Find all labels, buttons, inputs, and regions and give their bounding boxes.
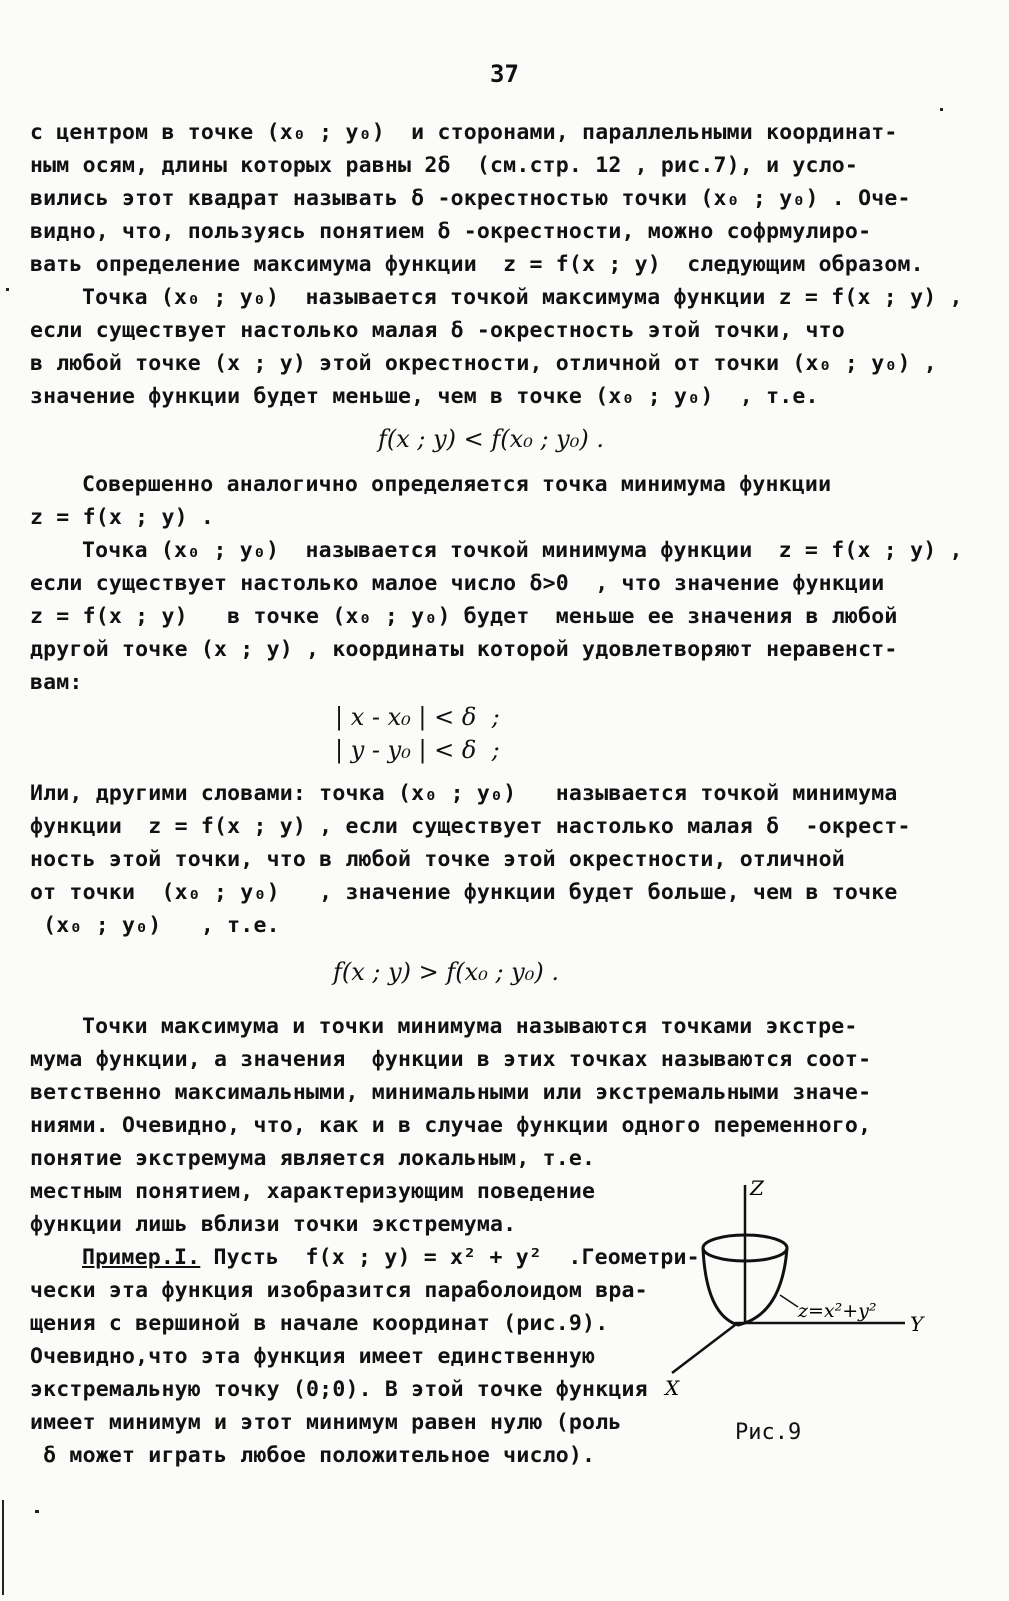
text-line: Точка (x₀ ; y₀) называется точкой минимума функции z = f(x ; y) , <box>82 538 963 563</box>
text-line: функции z = f(x ; y) , если существует настолько малая δ -окрест- <box>30 814 911 839</box>
label-leader <box>780 1295 798 1307</box>
example-label: Пример.I. <box>82 1245 201 1270</box>
scan-speck <box>940 108 943 111</box>
formula-minimum: f(x ; y) > f(x₀ ; y₀) . <box>333 958 559 986</box>
text-line: Или, другими словами: точка (x₀ ; y₀) называется точкой минимума <box>30 781 898 806</box>
text-line: щения с вершиной в начале координат (рис.9). <box>30 1311 609 1336</box>
text-line: δ может играть любое положительное число). <box>30 1443 596 1468</box>
text-line: местным понятием, характеризующим поведение <box>30 1179 596 1204</box>
text-line: z = f(x ; y) в точке (x₀ ; y₀) будет меньше ее значения в любой <box>30 604 898 629</box>
text-line: экстремальную точку (0;0). В этой точке функция <box>30 1377 648 1402</box>
inequality-y: | y - y₀ | < δ ; <box>335 736 500 764</box>
text-line: ность этой точки, что в любой точке этой окрестности, отличной <box>30 847 845 872</box>
text-line: вать определение максимума функции z = f(x ; y) следующим образом. <box>30 252 924 277</box>
text-line: имеет минимум и этот минимум равен нулю (роль <box>30 1410 622 1435</box>
x-axis <box>672 1325 735 1373</box>
text-line: от точки (x₀ ; y₀) , значение функции будет больше, чем в точке <box>30 880 898 905</box>
scan-speck <box>35 1510 39 1513</box>
text-line: понятие экстремума является локальным, т.е. <box>30 1146 596 1171</box>
text-line: если существует настолько малое число δ>0 , что значение функции <box>30 571 885 596</box>
example-text: Пусть f(x ; y) = x² + y² .Геометри- <box>200 1245 700 1270</box>
text-line: ным осям, длины которых равны 2δ (см.стр. 12 , рис.7), и усло- <box>30 153 859 178</box>
figure-caption: Рис.9 <box>735 1420 802 1445</box>
text-line: мума функции, а значения функции в этих точках называются соот- <box>30 1047 872 1072</box>
scan-speck <box>6 288 9 291</box>
text-line: видно, что, пользуясь понятием δ -окрестности, можно софрмулиро- <box>30 219 872 244</box>
text-line: (x₀ ; y₀) , т.е. <box>30 913 280 938</box>
page-number: 37 <box>490 60 519 88</box>
text-line: Совершенно аналогично определяется точка минимума функции <box>82 472 832 497</box>
text-line: значение функции будет меньше, чем в точке (x₀ ; y₀) , т.е. <box>30 384 819 409</box>
scan-margin-mark <box>2 1500 4 1595</box>
x-axis-label: X <box>665 1376 680 1400</box>
z-axis-label: Z <box>750 1176 764 1200</box>
text-line: z = f(x ; y) . <box>30 505 215 530</box>
text-line: ниями. Очевидно, что, как и в случае функции одного переменного, <box>30 1113 872 1138</box>
example-line <box>82 1245 700 1270</box>
y-axis-label: Y <box>910 1312 924 1336</box>
text-line: если существует настолько малая δ -окрестность этой точки, что <box>30 318 845 343</box>
text-line: вам: <box>30 670 83 695</box>
surface-equation-label: z=x²+y² <box>798 1300 877 1322</box>
text-line: Очевидно,что эта функция имеет единственную <box>30 1344 596 1369</box>
text-line: в любой точке (x ; y) этой окрестности, отличной от точки (x₀ ; y₀) , <box>30 351 937 376</box>
text-line: вились этот квадрат называть δ -окрестностью точки (x₀ ; y₀) . Оче- <box>30 186 911 211</box>
formula-maximum: f(x ; y) < f(x₀ ; y₀) . <box>378 425 604 453</box>
inequality-x: | x - x₀ | < δ ; <box>335 703 500 731</box>
paraboloid-figure <box>660 1175 960 1475</box>
text-line: другой точке (x ; y) , координаты которой удовлетворяют неравенст- <box>30 637 898 662</box>
text-line: Точки максимума и точки минимума называются точками экстре- <box>82 1014 858 1039</box>
text-line: чески эта функция изобразится параболоидом вра- <box>30 1278 648 1303</box>
text-line: с центром в точке (x₀ ; y₀) и сторонами, параллельными координат- <box>30 120 898 145</box>
text-line: функции лишь вблизи точки экстремума. <box>30 1212 517 1237</box>
text-line: ветственно максимальными, минимальными или экстремальными значе- <box>30 1080 872 1105</box>
text-line: Точка (x₀ ; y₀) называется точкой максимума функции z = f(x ; y) , <box>82 285 963 310</box>
